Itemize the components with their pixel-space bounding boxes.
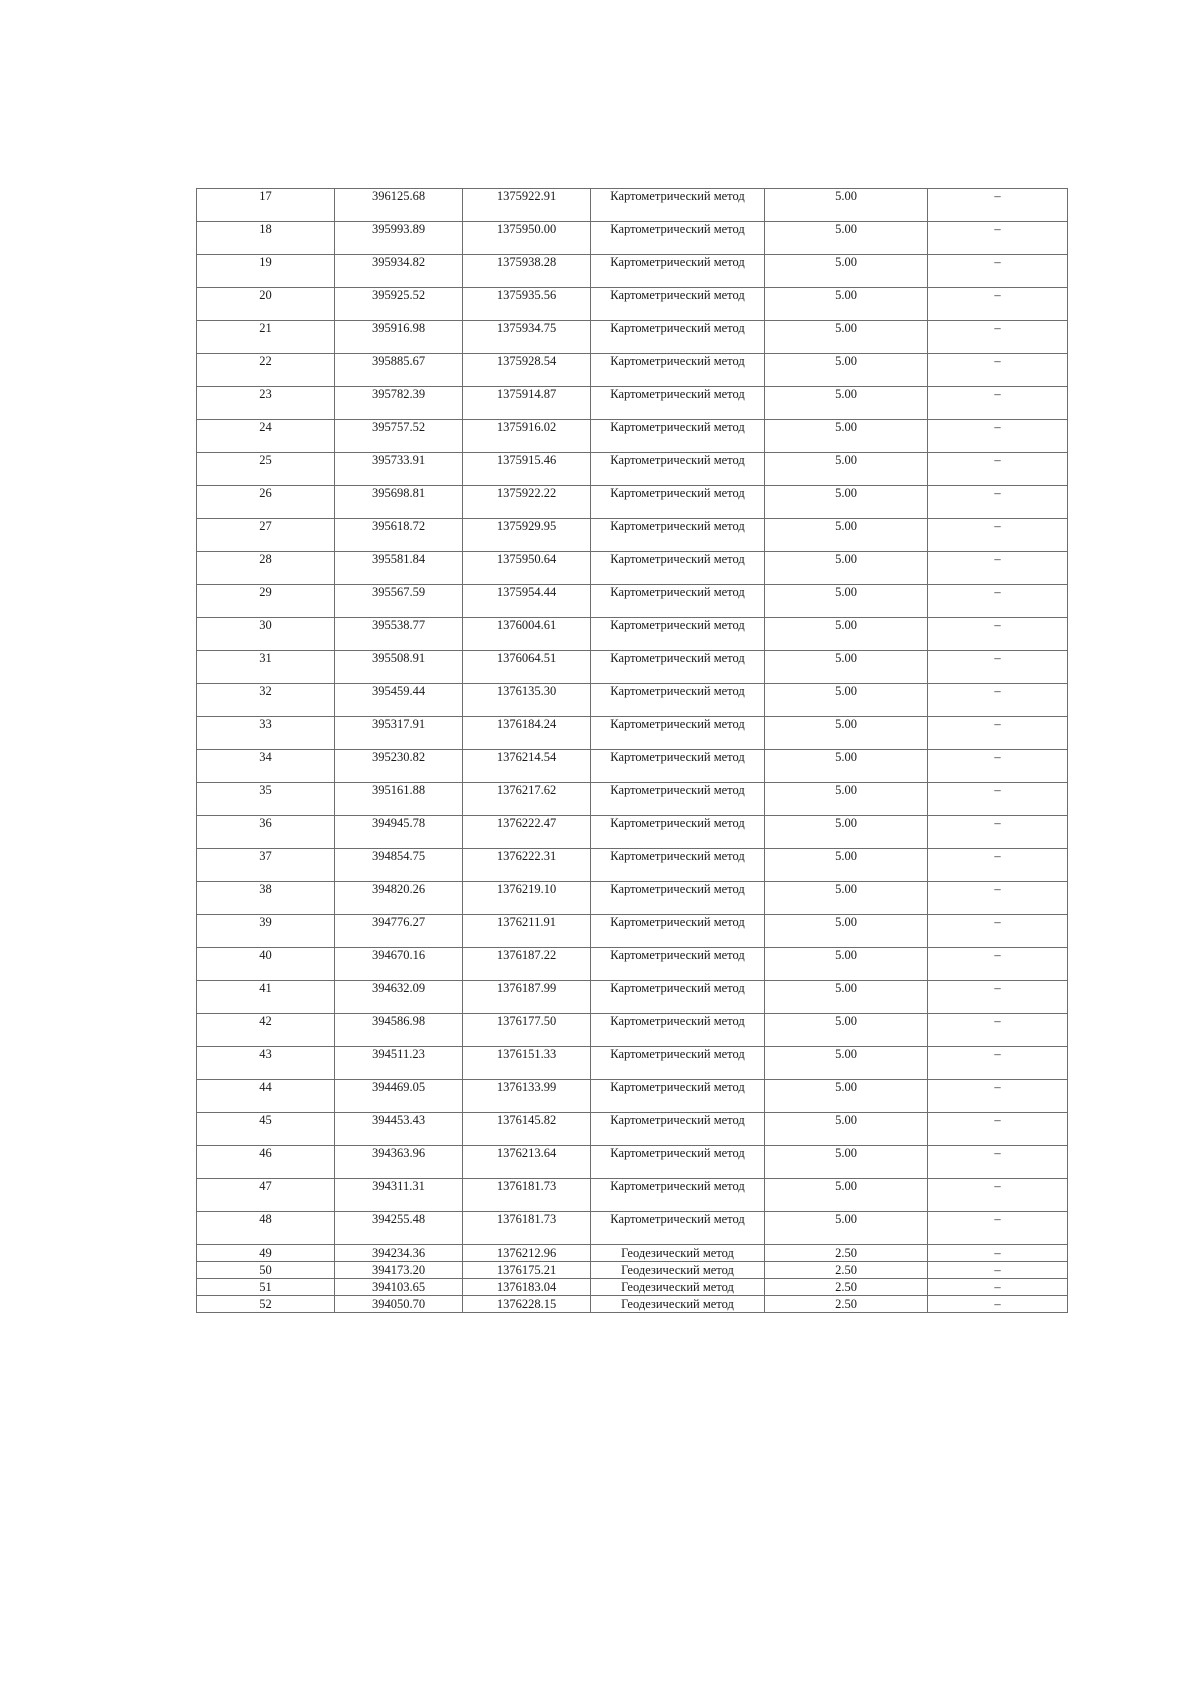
point-number-cell: 28 [197, 552, 335, 585]
y-coordinate-cell: 1375916.02 [463, 420, 591, 453]
y-coordinate-cell: 1375950.00 [463, 222, 591, 255]
accuracy-cell: 5.00 [765, 750, 928, 783]
method-cell: Картометрический метод [591, 684, 765, 717]
y-coordinate-cell: 1376181.73 [463, 1212, 591, 1245]
method-cell: Картометрический метод [591, 453, 765, 486]
accuracy-cell: 5.00 [765, 387, 928, 420]
x-coordinate-cell: 395230.82 [335, 750, 463, 783]
point-number-cell: 24 [197, 420, 335, 453]
note-cell: – [928, 585, 1068, 618]
note-cell: – [928, 1014, 1068, 1047]
y-coordinate-cell: 1376004.61 [463, 618, 591, 651]
x-coordinate-cell: 395567.59 [335, 585, 463, 618]
note-cell: – [928, 717, 1068, 750]
point-number-cell: 46 [197, 1146, 335, 1179]
point-number-cell: 17 [197, 189, 335, 222]
accuracy-cell: 5.00 [765, 552, 928, 585]
point-number-cell: 37 [197, 849, 335, 882]
table-row [197, 519, 1068, 552]
point-number-cell: 19 [197, 255, 335, 288]
note-cell: – [928, 1080, 1068, 1113]
table-row [197, 1146, 1068, 1179]
accuracy-cell: 5.00 [765, 519, 928, 552]
accuracy-cell: 5.00 [765, 1080, 928, 1113]
y-coordinate-cell: 1376064.51 [463, 651, 591, 684]
accuracy-cell: 5.00 [765, 585, 928, 618]
method-cell: Картометрический метод [591, 981, 765, 1014]
point-number-cell: 41 [197, 981, 335, 1014]
point-number-cell: 39 [197, 915, 335, 948]
accuracy-cell: 5.00 [765, 882, 928, 915]
method-cell: Картометрический метод [591, 783, 765, 816]
point-number-cell: 33 [197, 717, 335, 750]
method-cell: Картометрический метод [591, 816, 765, 849]
table-row [197, 750, 1068, 783]
table-row [197, 1080, 1068, 1113]
x-coordinate-cell: 395993.89 [335, 222, 463, 255]
table-row [197, 486, 1068, 519]
point-number-cell: 23 [197, 387, 335, 420]
y-coordinate-cell: 1376135.30 [463, 684, 591, 717]
note-cell: – [928, 420, 1068, 453]
y-coordinate-cell: 1376175.21 [463, 1262, 591, 1279]
note-cell: – [928, 288, 1068, 321]
point-number-cell: 30 [197, 618, 335, 651]
table-row [197, 1179, 1068, 1212]
y-coordinate-cell: 1375929.95 [463, 519, 591, 552]
y-coordinate-cell: 1376145.82 [463, 1113, 591, 1146]
method-cell: Картометрический метод [591, 1113, 765, 1146]
note-cell: – [928, 255, 1068, 288]
point-number-cell: 47 [197, 1179, 335, 1212]
note-cell: – [928, 1262, 1068, 1279]
point-number-cell: 35 [197, 783, 335, 816]
table-row [197, 387, 1068, 420]
point-number-cell: 50 [197, 1262, 335, 1279]
x-coordinate-cell: 395317.91 [335, 717, 463, 750]
method-cell: Картометрический метод [591, 288, 765, 321]
y-coordinate-cell: 1375922.22 [463, 486, 591, 519]
table-row [197, 684, 1068, 717]
x-coordinate-cell: 394820.26 [335, 882, 463, 915]
y-coordinate-cell: 1376181.73 [463, 1179, 591, 1212]
accuracy-cell: 5.00 [765, 948, 928, 981]
y-coordinate-cell: 1375928.54 [463, 354, 591, 387]
note-cell: – [928, 519, 1068, 552]
method-cell: Картометрический метод [591, 1080, 765, 1113]
point-number-cell: 42 [197, 1014, 335, 1047]
point-number-cell: 29 [197, 585, 335, 618]
point-number-cell: 21 [197, 321, 335, 354]
accuracy-cell: 5.00 [765, 288, 928, 321]
x-coordinate-cell: 394469.05 [335, 1080, 463, 1113]
y-coordinate-cell: 1376228.15 [463, 1296, 591, 1313]
x-coordinate-cell: 395538.77 [335, 618, 463, 651]
note-cell: – [928, 651, 1068, 684]
y-coordinate-cell: 1375915.46 [463, 453, 591, 486]
y-coordinate-cell: 1376177.50 [463, 1014, 591, 1047]
method-cell: Картометрический метод [591, 255, 765, 288]
note-cell: – [928, 189, 1068, 222]
note-cell: – [928, 453, 1068, 486]
accuracy-cell: 5.00 [765, 1212, 928, 1245]
x-coordinate-cell: 394453.43 [335, 1113, 463, 1146]
accuracy-cell: 2.50 [765, 1262, 928, 1279]
point-number-cell: 36 [197, 816, 335, 849]
accuracy-cell: 5.00 [765, 321, 928, 354]
table-row [197, 453, 1068, 486]
note-cell: – [928, 882, 1068, 915]
table-row [197, 651, 1068, 684]
point-number-cell: 20 [197, 288, 335, 321]
x-coordinate-cell: 395618.72 [335, 519, 463, 552]
method-cell: Картометрический метод [591, 618, 765, 651]
note-cell: – [928, 1212, 1068, 1245]
note-cell: – [928, 981, 1068, 1014]
note-cell: – [928, 552, 1068, 585]
point-number-cell: 43 [197, 1047, 335, 1080]
accuracy-cell: 5.00 [765, 420, 928, 453]
accuracy-cell: 5.00 [765, 849, 928, 882]
method-cell: Картометрический метод [591, 882, 765, 915]
x-coordinate-cell: 395916.98 [335, 321, 463, 354]
method-cell: Картометрический метод [591, 1047, 765, 1080]
table-row [197, 288, 1068, 321]
x-coordinate-cell: 394050.70 [335, 1296, 463, 1313]
accuracy-cell: 2.50 [765, 1279, 928, 1296]
y-coordinate-cell: 1376151.33 [463, 1047, 591, 1080]
note-cell: – [928, 750, 1068, 783]
table-row [197, 1014, 1068, 1047]
y-coordinate-cell: 1375954.44 [463, 585, 591, 618]
table-row [197, 981, 1068, 1014]
accuracy-cell: 5.00 [765, 981, 928, 1014]
method-cell: Картометрический метод [591, 849, 765, 882]
point-number-cell: 45 [197, 1113, 335, 1146]
note-cell: – [928, 1179, 1068, 1212]
point-number-cell: 25 [197, 453, 335, 486]
table-row [197, 1113, 1068, 1146]
table-row [197, 849, 1068, 882]
point-number-cell: 40 [197, 948, 335, 981]
point-number-cell: 38 [197, 882, 335, 915]
coordinates-table [196, 188, 1068, 1313]
table-row [197, 1296, 1068, 1313]
y-coordinate-cell: 1376219.10 [463, 882, 591, 915]
method-cell: Картометрический метод [591, 354, 765, 387]
y-coordinate-cell: 1376222.47 [463, 816, 591, 849]
accuracy-cell: 5.00 [765, 189, 928, 222]
note-cell: – [928, 816, 1068, 849]
table-row [197, 321, 1068, 354]
table-row [197, 1047, 1068, 1080]
method-cell: Картометрический метод [591, 519, 765, 552]
table-row [197, 1279, 1068, 1296]
note-cell: – [928, 1296, 1068, 1313]
table-row [197, 1212, 1068, 1245]
method-cell: Картометрический метод [591, 321, 765, 354]
y-coordinate-cell: 1375934.75 [463, 321, 591, 354]
method-cell: Геодезический метод [591, 1262, 765, 1279]
table-row [197, 1245, 1068, 1262]
note-cell: – [928, 783, 1068, 816]
point-number-cell: 34 [197, 750, 335, 783]
accuracy-cell: 5.00 [765, 651, 928, 684]
accuracy-cell: 5.00 [765, 453, 928, 486]
table-row [197, 717, 1068, 750]
accuracy-cell: 5.00 [765, 816, 928, 849]
method-cell: Картометрический метод [591, 717, 765, 750]
x-coordinate-cell: 395733.91 [335, 453, 463, 486]
y-coordinate-cell: 1376213.64 [463, 1146, 591, 1179]
table-row [197, 552, 1068, 585]
x-coordinate-cell: 395161.88 [335, 783, 463, 816]
accuracy-cell: 5.00 [765, 354, 928, 387]
y-coordinate-cell: 1376187.99 [463, 981, 591, 1014]
table-row [197, 255, 1068, 288]
x-coordinate-cell: 394586.98 [335, 1014, 463, 1047]
method-cell: Картометрический метод [591, 948, 765, 981]
x-coordinate-cell: 396125.68 [335, 189, 463, 222]
table-row [197, 915, 1068, 948]
point-number-cell: 18 [197, 222, 335, 255]
note-cell: – [928, 486, 1068, 519]
table-row [197, 354, 1068, 387]
method-cell: Картометрический метод [591, 651, 765, 684]
y-coordinate-cell: 1376222.31 [463, 849, 591, 882]
y-coordinate-cell: 1375950.64 [463, 552, 591, 585]
point-number-cell: 26 [197, 486, 335, 519]
note-cell: – [928, 222, 1068, 255]
y-coordinate-cell: 1375935.56 [463, 288, 591, 321]
x-coordinate-cell: 395925.52 [335, 288, 463, 321]
table-row [197, 948, 1068, 981]
y-coordinate-cell: 1376214.54 [463, 750, 591, 783]
y-coordinate-cell: 1375914.87 [463, 387, 591, 420]
note-cell: – [928, 948, 1068, 981]
accuracy-cell: 5.00 [765, 1113, 928, 1146]
method-cell: Картометрический метод [591, 585, 765, 618]
accuracy-cell: 5.00 [765, 1014, 928, 1047]
method-cell: Геодезический метод [591, 1296, 765, 1313]
x-coordinate-cell: 394632.09 [335, 981, 463, 1014]
accuracy-cell: 5.00 [765, 684, 928, 717]
method-cell: Картометрический метод [591, 750, 765, 783]
y-coordinate-cell: 1376187.22 [463, 948, 591, 981]
method-cell: Картометрический метод [591, 1014, 765, 1047]
note-cell: – [928, 1146, 1068, 1179]
method-cell: Картометрический метод [591, 486, 765, 519]
accuracy-cell: 5.00 [765, 1179, 928, 1212]
note-cell: – [928, 321, 1068, 354]
x-coordinate-cell: 395757.52 [335, 420, 463, 453]
table-row [197, 816, 1068, 849]
x-coordinate-cell: 395782.39 [335, 387, 463, 420]
method-cell: Картометрический метод [591, 222, 765, 255]
table-row [197, 1262, 1068, 1279]
accuracy-cell: 5.00 [765, 915, 928, 948]
point-number-cell: 48 [197, 1212, 335, 1245]
y-coordinate-cell: 1376212.96 [463, 1245, 591, 1262]
note-cell: – [928, 387, 1068, 420]
accuracy-cell: 5.00 [765, 222, 928, 255]
method-cell: Картометрический метод [591, 189, 765, 222]
x-coordinate-cell: 394776.27 [335, 915, 463, 948]
x-coordinate-cell: 395459.44 [335, 684, 463, 717]
x-coordinate-cell: 394854.75 [335, 849, 463, 882]
x-coordinate-cell: 394311.31 [335, 1179, 463, 1212]
point-number-cell: 49 [197, 1245, 335, 1262]
accuracy-cell: 5.00 [765, 1146, 928, 1179]
note-cell: – [928, 1245, 1068, 1262]
method-cell: Картометрический метод [591, 552, 765, 585]
method-cell: Картометрический метод [591, 1212, 765, 1245]
y-coordinate-cell: 1376211.91 [463, 915, 591, 948]
table-row [197, 222, 1068, 255]
accuracy-cell: 2.50 [765, 1296, 928, 1313]
point-number-cell: 44 [197, 1080, 335, 1113]
x-coordinate-cell: 395885.67 [335, 354, 463, 387]
table-row [197, 882, 1068, 915]
point-number-cell: 52 [197, 1296, 335, 1313]
point-number-cell: 32 [197, 684, 335, 717]
note-cell: – [928, 354, 1068, 387]
x-coordinate-cell: 394363.96 [335, 1146, 463, 1179]
x-coordinate-cell: 394173.20 [335, 1262, 463, 1279]
method-cell: Картометрический метод [591, 915, 765, 948]
point-number-cell: 51 [197, 1279, 335, 1296]
accuracy-cell: 5.00 [765, 486, 928, 519]
method-cell: Картометрический метод [591, 420, 765, 453]
point-number-cell: 22 [197, 354, 335, 387]
accuracy-cell: 5.00 [765, 618, 928, 651]
accuracy-cell: 2.50 [765, 1245, 928, 1262]
x-coordinate-cell: 394670.16 [335, 948, 463, 981]
y-coordinate-cell: 1376133.99 [463, 1080, 591, 1113]
table-row [197, 420, 1068, 453]
method-cell: Картометрический метод [591, 387, 765, 420]
note-cell: – [928, 915, 1068, 948]
table-row [197, 783, 1068, 816]
point-number-cell: 31 [197, 651, 335, 684]
x-coordinate-cell: 394234.36 [335, 1245, 463, 1262]
table-row [197, 618, 1068, 651]
x-coordinate-cell: 395581.84 [335, 552, 463, 585]
coordinates-table-body [197, 189, 1068, 1313]
accuracy-cell: 5.00 [765, 255, 928, 288]
x-coordinate-cell: 394255.48 [335, 1212, 463, 1245]
note-cell: – [928, 849, 1068, 882]
note-cell: – [928, 1279, 1068, 1296]
accuracy-cell: 5.00 [765, 1047, 928, 1080]
note-cell: – [928, 1047, 1068, 1080]
x-coordinate-cell: 394945.78 [335, 816, 463, 849]
note-cell: – [928, 618, 1068, 651]
point-number-cell: 27 [197, 519, 335, 552]
accuracy-cell: 5.00 [765, 783, 928, 816]
y-coordinate-cell: 1375922.91 [463, 189, 591, 222]
x-coordinate-cell: 394103.65 [335, 1279, 463, 1296]
y-coordinate-cell: 1376183.04 [463, 1279, 591, 1296]
note-cell: – [928, 684, 1068, 717]
note-cell: – [928, 1113, 1068, 1146]
method-cell: Картометрический метод [591, 1179, 765, 1212]
x-coordinate-cell: 395508.91 [335, 651, 463, 684]
y-coordinate-cell: 1376184.24 [463, 717, 591, 750]
table-row [197, 189, 1068, 222]
method-cell: Картометрический метод [591, 1146, 765, 1179]
x-coordinate-cell: 394511.23 [335, 1047, 463, 1080]
x-coordinate-cell: 395698.81 [335, 486, 463, 519]
y-coordinate-cell: 1375938.28 [463, 255, 591, 288]
method-cell: Геодезический метод [591, 1279, 765, 1296]
accuracy-cell: 5.00 [765, 717, 928, 750]
table-row [197, 585, 1068, 618]
y-coordinate-cell: 1376217.62 [463, 783, 591, 816]
x-coordinate-cell: 395934.82 [335, 255, 463, 288]
method-cell: Геодезический метод [591, 1245, 765, 1262]
